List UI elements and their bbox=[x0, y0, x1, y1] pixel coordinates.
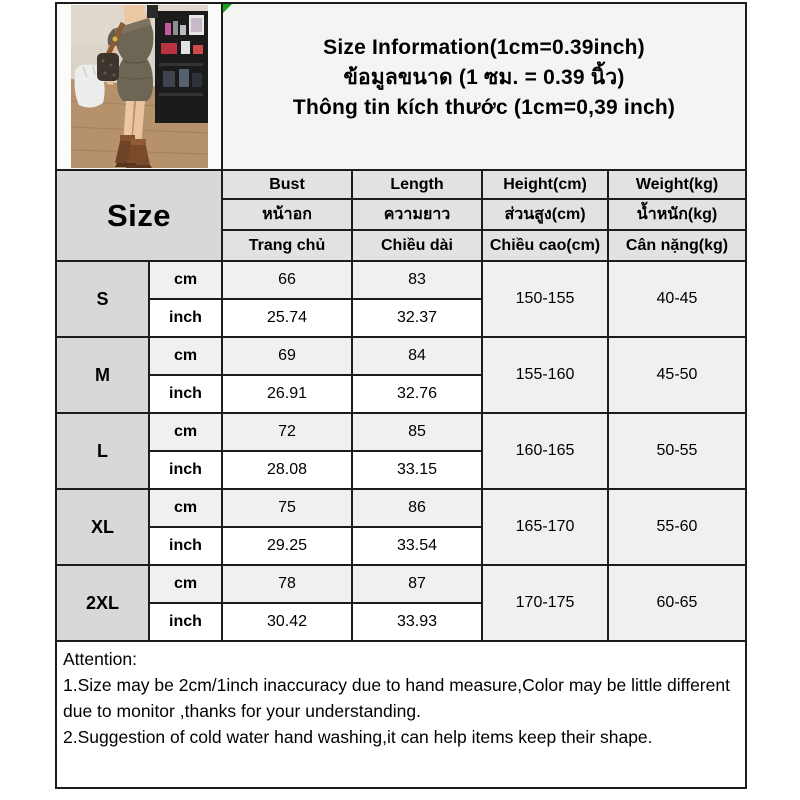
size-chart-sheet bbox=[55, 2, 747, 789]
attention-line-1: 1.Size may be 2cm/1inch inaccuracy due to hand measure,Color may be little different due to monitor ,thanks for your understanding. bbox=[63, 675, 730, 721]
unit-inch-label: inch bbox=[149, 603, 222, 641]
weight-range-value: 45-50 bbox=[608, 337, 746, 413]
length-inch-value: 33.15 bbox=[352, 451, 482, 489]
bust-inch-value: 29.25 bbox=[222, 527, 352, 565]
weight-range-value: 50-55 bbox=[608, 413, 746, 489]
size-row-2xl-cm bbox=[56, 565, 746, 603]
size-table bbox=[55, 169, 747, 642]
title-vietnamese: Thông tin kích thước (1cm=0,39 inch) bbox=[292, 96, 676, 120]
size-label-s: S bbox=[56, 261, 149, 337]
length-inch-value: 32.37 bbox=[352, 299, 482, 337]
header-height-th: ส่วนสูง(cm) bbox=[482, 199, 608, 230]
unit-inch-label: inch bbox=[149, 299, 222, 337]
bust-inch-value: 30.42 bbox=[222, 603, 352, 641]
unit-cm-label: cm bbox=[149, 565, 222, 603]
header-weight-th: น้ำหนัก(kg) bbox=[608, 199, 746, 230]
size-label-2xl: 2XL bbox=[56, 565, 149, 641]
header-row-english bbox=[56, 170, 746, 199]
unit-cm-label: cm bbox=[149, 413, 222, 451]
height-range-value: 160-165 bbox=[482, 413, 608, 489]
bust-cm-value: 72 bbox=[222, 413, 352, 451]
unit-cm-label: cm bbox=[149, 261, 222, 299]
title-thai: ข้อมูลขนาด (1 ซม. = 0.39 นิ้ว) bbox=[343, 65, 625, 89]
size-label-l: L bbox=[56, 413, 149, 489]
bust-cm-value: 75 bbox=[222, 489, 352, 527]
length-cm-value: 87 bbox=[352, 565, 482, 603]
unit-cm-label: cm bbox=[149, 489, 222, 527]
title-cell bbox=[223, 4, 745, 169]
header-height-en: Height(cm) bbox=[482, 170, 608, 199]
title-english: Size Information(1cm=0.39inch) bbox=[323, 35, 645, 59]
size-row-m-cm bbox=[56, 337, 746, 375]
unit-cm-label: cm bbox=[149, 337, 222, 375]
length-cm-value: 83 bbox=[352, 261, 482, 299]
header-length-th: ความยาว bbox=[352, 199, 482, 230]
bust-cm-value: 78 bbox=[222, 565, 352, 603]
bust-inch-value: 26.91 bbox=[222, 375, 352, 413]
attention-line-2: 2.Suggestion of cold water hand washing,it can help items keep their shape. bbox=[63, 727, 653, 747]
weight-range-value: 55-60 bbox=[608, 489, 746, 565]
attention-title: Attention: bbox=[63, 649, 137, 669]
size-row-l-cm bbox=[56, 413, 746, 451]
length-inch-value: 32.76 bbox=[352, 375, 482, 413]
weight-range-value: 60-65 bbox=[608, 565, 746, 641]
attention-note bbox=[55, 642, 747, 789]
product-photo-cell bbox=[57, 4, 223, 169]
header-weight-vi: Cân nặng(kg) bbox=[608, 230, 746, 261]
header-length-en: Length bbox=[352, 170, 482, 199]
height-range-value: 170-175 bbox=[482, 565, 608, 641]
top-row bbox=[55, 2, 747, 169]
cell-corner-marker-icon bbox=[223, 4, 232, 13]
size-row-xl-cm bbox=[56, 489, 746, 527]
length-inch-value: 33.54 bbox=[352, 527, 482, 565]
bust-cm-value: 69 bbox=[222, 337, 352, 375]
bust-inch-value: 25.74 bbox=[222, 299, 352, 337]
header-height-vi: Chiều cao(cm) bbox=[482, 230, 608, 261]
size-label-xl: XL bbox=[56, 489, 149, 565]
bust-inch-value: 28.08 bbox=[222, 451, 352, 489]
size-corner-cell: Size bbox=[56, 170, 222, 261]
weight-range-value: 40-45 bbox=[608, 261, 746, 337]
length-cm-value: 85 bbox=[352, 413, 482, 451]
header-weight-en: Weight(kg) bbox=[608, 170, 746, 199]
header-bust-vi: Trang chủ bbox=[222, 230, 352, 261]
size-row-s-cm bbox=[56, 261, 746, 299]
unit-inch-label: inch bbox=[149, 375, 222, 413]
length-cm-value: 84 bbox=[352, 337, 482, 375]
unit-inch-label: inch bbox=[149, 527, 222, 565]
size-label-m: M bbox=[56, 337, 149, 413]
height-range-value: 155-160 bbox=[482, 337, 608, 413]
height-range-value: 165-170 bbox=[482, 489, 608, 565]
height-range-value: 150-155 bbox=[482, 261, 608, 337]
length-inch-value: 33.93 bbox=[352, 603, 482, 641]
header-length-vi: Chiều dài bbox=[352, 230, 482, 261]
bust-cm-value: 66 bbox=[222, 261, 352, 299]
model-photo-illustration bbox=[71, 5, 208, 168]
length-cm-value: 86 bbox=[352, 489, 482, 527]
header-bust-en: Bust bbox=[222, 170, 352, 199]
unit-inch-label: inch bbox=[149, 451, 222, 489]
header-bust-th: หน้าอก bbox=[222, 199, 352, 230]
